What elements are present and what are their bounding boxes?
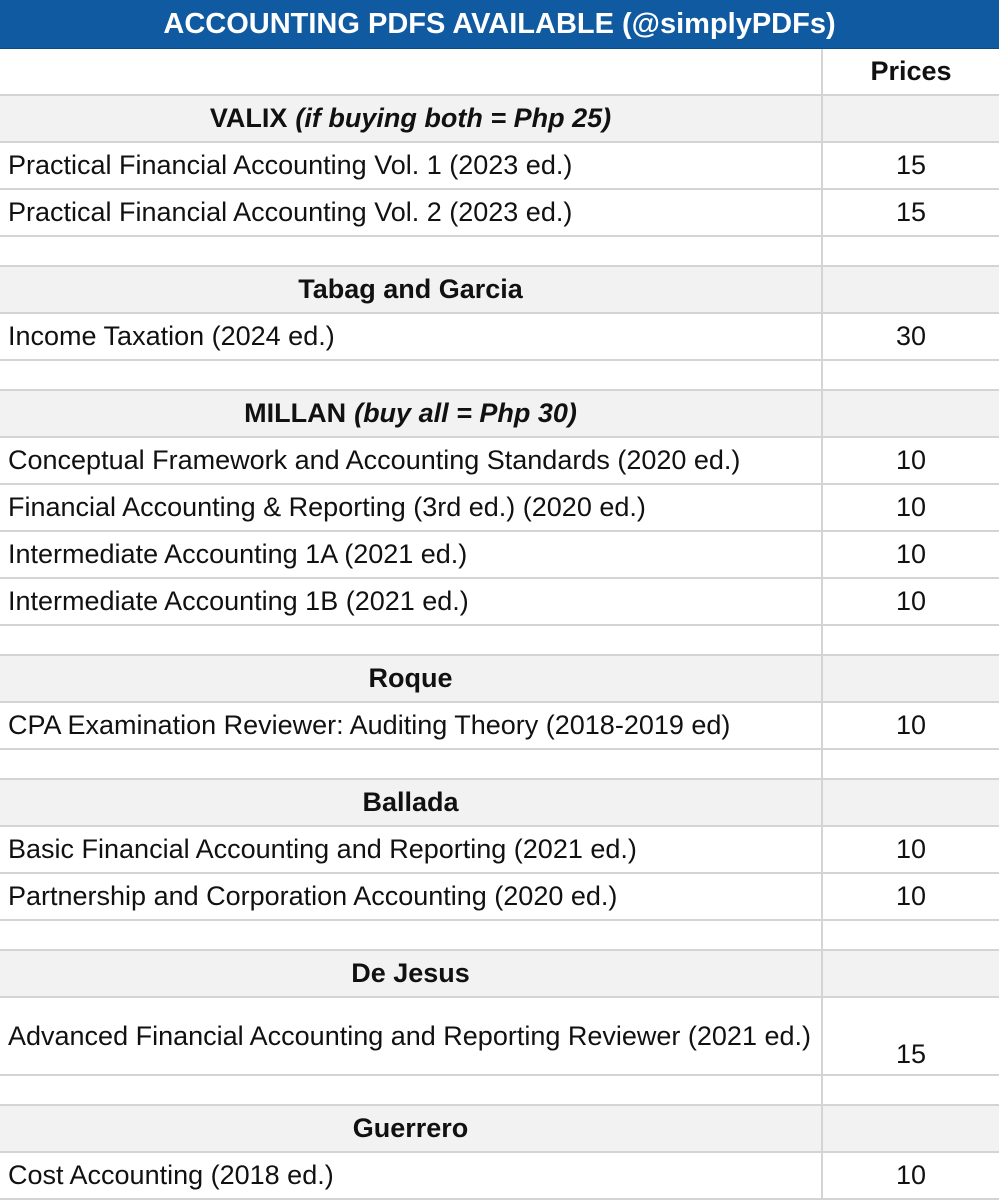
blank-name-cell[interactable]	[0, 921, 823, 949]
blank-name-cell[interactable]	[0, 626, 823, 654]
blank-price-cell[interactable]	[823, 750, 999, 778]
group-heading: Ballada	[362, 787, 459, 817]
item-name-cell[interactable]: CPA Examination Reviewer: Auditing Theory (2018-2019 ed)	[0, 703, 823, 748]
group-price-cell[interactable]	[823, 1106, 999, 1151]
item-name-cell[interactable]: Basic Financial Accounting and Reporting (2021 ed.)	[0, 827, 823, 872]
blank-price-cell[interactable]	[823, 237, 999, 265]
item-name-cell[interactable]: Practical Financial Accounting Vol. 1 (2023 ed.)	[0, 143, 823, 188]
table-row	[0, 438, 999, 485]
table-row	[0, 190, 999, 237]
item-price-cell[interactable]: 30	[895, 321, 927, 351]
group-header-row	[0, 267, 999, 314]
blank-price-cell[interactable]	[823, 1076, 999, 1104]
group-heading-cell[interactable]	[0, 951, 823, 996]
item-price-cell[interactable]: 10	[895, 539, 927, 569]
table-body	[0, 96, 999, 1200]
item-price-cell[interactable]: 10	[895, 492, 927, 522]
item-price-cell[interactable]: 10	[895, 445, 927, 475]
group-price-cell[interactable]	[823, 780, 999, 825]
item-name-cell[interactable]: Intermediate Accounting 1A (2021 ed.)	[0, 532, 823, 577]
group-heading-cell[interactable]	[0, 780, 823, 825]
item-name-cell[interactable]: Cost Accounting (2018 ed.)	[0, 1153, 823, 1198]
item-name-cell[interactable]: Conceptual Framework and Accounting Standards (2020 ed.)	[0, 438, 823, 483]
item-name-cell[interactable]: Income Taxation (2024 ed.)	[0, 314, 823, 359]
group-heading: Guerrero	[352, 1113, 469, 1143]
group-price-cell[interactable]	[823, 391, 999, 436]
group-header-row	[0, 780, 999, 827]
group-note: (if buying both = Php 25)	[295, 103, 612, 133]
group-heading-cell[interactable]	[0, 1106, 823, 1151]
group-heading: VALIX	[209, 103, 288, 133]
table-row	[0, 143, 999, 190]
item-price-cell[interactable]: 10	[895, 586, 927, 616]
group-price-cell[interactable]	[823, 951, 999, 996]
item-price-cell[interactable]: 15	[895, 150, 927, 180]
item-name-cell[interactable]: Intermediate Accounting 1B (2021 ed.)	[0, 579, 823, 624]
blank-price-cell[interactable]	[823, 361, 999, 389]
item-name-cell[interactable]: Practical Financial Accounting Vol. 2 (2023 ed.)	[0, 190, 823, 235]
table-row	[0, 874, 999, 921]
group-heading-cell[interactable]	[0, 656, 823, 701]
blank-name-cell[interactable]	[0, 1076, 823, 1104]
blank-row	[0, 750, 999, 780]
blank-name-cell[interactable]	[0, 361, 823, 389]
group-heading-cell[interactable]	[0, 267, 823, 312]
table-row	[0, 1153, 999, 1200]
group-price-cell[interactable]	[823, 656, 999, 701]
blank-row	[0, 626, 999, 656]
blank-name-cell[interactable]	[0, 750, 823, 778]
table-row	[0, 998, 999, 1076]
table-row	[0, 485, 999, 532]
blank-row	[0, 921, 999, 951]
item-name-cell[interactable]: Partnership and Corporation Accounting (2020 ed.)	[0, 874, 823, 919]
table-row	[0, 579, 999, 626]
item-price-cell[interactable]: 10	[895, 710, 927, 740]
group-heading: MILLAN	[244, 398, 347, 428]
table-row	[0, 827, 999, 874]
item-price-cell[interactable]: 10	[895, 1160, 927, 1190]
item-name-cell[interactable]: Financial Accounting & Reporting (3rd ed.) (2020 ed.)	[0, 485, 823, 530]
sheet-title: ACCOUNTING PDFS AVAILABLE (@simplyPDFs)	[0, 0, 999, 49]
group-price-cell[interactable]	[823, 96, 999, 141]
blank-row	[0, 1076, 999, 1106]
item-price-cell[interactable]: 10	[895, 881, 927, 911]
blank-row	[0, 361, 999, 391]
item-price-cell[interactable]: 10	[895, 834, 927, 864]
group-heading-cell[interactable]	[0, 391, 823, 436]
table-row	[0, 703, 999, 750]
item-price-cell[interactable]: 15	[895, 1039, 927, 1069]
group-note: (buy all = Php 30)	[354, 398, 577, 428]
header-price-cell[interactable]: Prices	[870, 56, 952, 86]
group-heading: Tabag and Garcia	[298, 274, 523, 304]
item-price-cell[interactable]: 15	[895, 197, 927, 227]
table-row	[0, 532, 999, 579]
group-header-row	[0, 656, 999, 703]
item-name-cell[interactable]: Advanced Financial Accounting and Reporting Reviewer (2021 ed.)	[0, 998, 823, 1074]
table-row	[0, 314, 999, 361]
group-heading: Roque	[368, 663, 453, 693]
blank-price-cell[interactable]	[823, 626, 999, 654]
blank-name-cell[interactable]	[0, 237, 823, 265]
group-heading: De Jesus	[351, 958, 470, 988]
header-name-cell[interactable]	[0, 49, 823, 94]
group-header-row	[0, 1106, 999, 1153]
group-heading-cell[interactable]	[0, 96, 823, 141]
group-header-row	[0, 96, 999, 143]
blank-price-cell[interactable]	[823, 921, 999, 949]
blank-row	[0, 237, 999, 267]
group-header-row	[0, 391, 999, 438]
group-price-cell[interactable]	[823, 267, 999, 312]
header-row	[0, 49, 999, 96]
group-header-row	[0, 951, 999, 998]
